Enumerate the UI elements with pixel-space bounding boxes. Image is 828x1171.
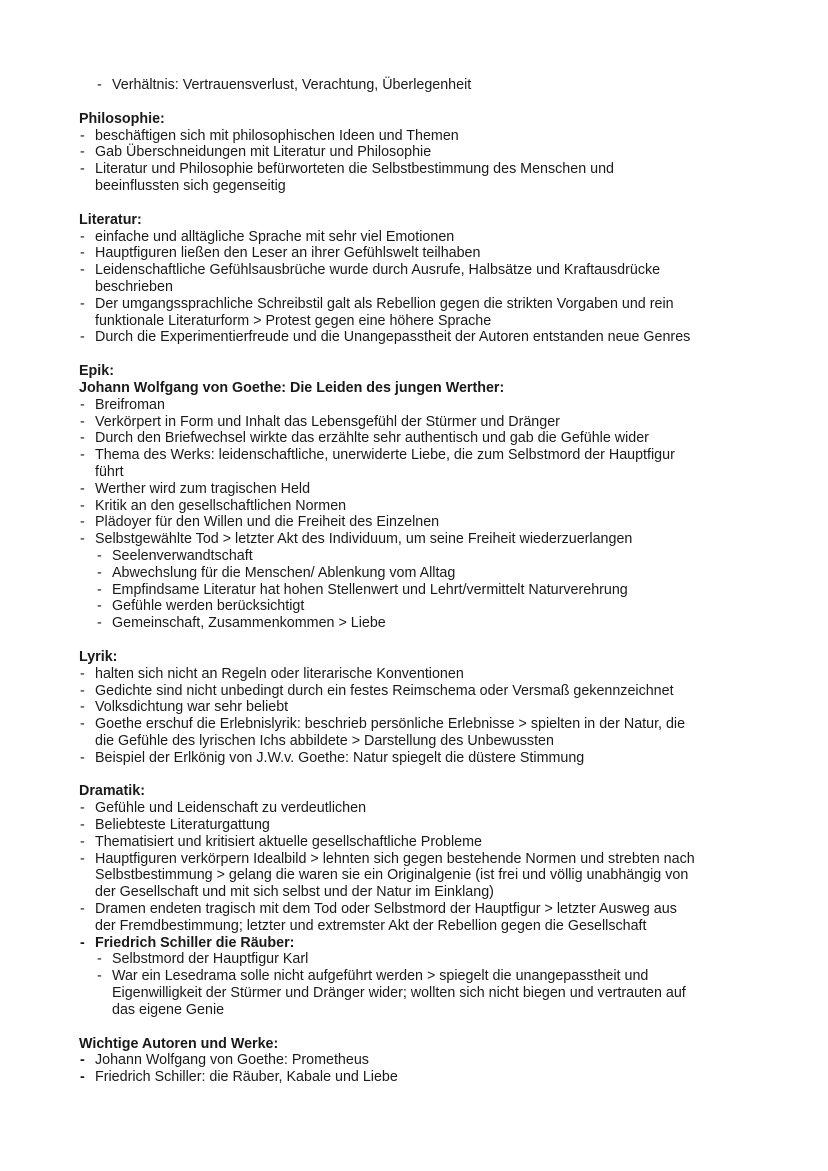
list-item: - Gefühle und Leidenschaft zu verdeutlichen: [80, 800, 367, 817]
list-item: - Der umgangssprachliche Schreibstil galt als Rebellion gegen die strikten Vorgaben und rein: [80, 295, 674, 312]
list-item: - beschäftigen sich mit philosophischen Ideen und Themen: [80, 127, 459, 144]
list-item: - Durch die Experimentierfreude und die Unangepasstheit der Autoren entstanden neue Genres: [80, 329, 691, 346]
list-item: - Breifroman: [80, 396, 165, 413]
list-item: - Literatur und Philosophie befürworteten die Selbstbestimmung des Menschen und: [80, 161, 614, 178]
list-item: - Beliebteste Literaturgattung: [80, 817, 270, 834]
list-item: - Gab Überschneidungen mit Literatur und Philosophie: [80, 144, 432, 161]
sub-list-item: - Gemeinschaft, Zusammenkommen > Liebe: [97, 615, 386, 632]
section-heading-lyrik: Lyrik:: [79, 648, 118, 665]
sub-list-item: - Abwechslung für die Menschen/ Ablenkung vom Alltag: [97, 564, 456, 581]
list-item-continuation: der Gesellschaft und mit sich selbst und der Natur im Einklang): [95, 884, 494, 901]
sub-list-item: - Seelenverwandtschaft: [97, 547, 253, 564]
list-item: - Kritik an den gesellschaftlichen Normen: [80, 497, 347, 514]
document-page: [79, 77, 759, 1086]
list-item: - Goethe erschuf die Erlebnislyrik: beschrieb persönliche Erlebnisse > spielten in der Natur, die: [80, 716, 686, 733]
section-heading-philosophie: Philosophie:: [79, 110, 165, 127]
list-item: - Hauptfiguren verkörpern Idealbild > lehnten sich gegen bestehende Normen und strebten nach: [80, 850, 695, 867]
list-item-continuation: Selbstbestimmung > gelang die waren sie ein Originalgenie (ist frei und völlig unabhängig von: [95, 867, 689, 884]
list-item: - Hauptfiguren ließen den Leser an ihrer Gefühlswelt teilhaben: [80, 245, 481, 262]
section-heading-literatur: Literatur:: [79, 211, 142, 228]
list-item: - Dramen endeten tragisch mit dem Tod oder Selbstmord der Hauptfigur > letzter Ausweg aus: [80, 901, 677, 918]
list-item: - einfache und alltägliche Sprache mit sehr viel Emotionen: [80, 228, 455, 245]
list-item-continuation: funktionale Literaturform > Protest gegen eine höhere Sprache: [95, 312, 492, 329]
list-item: - Friedrich Schiller: die Räuber, Kabale und Liebe: [80, 1069, 398, 1086]
list-item: - Thema des Werks: leidenschaftliche, unerwiderte Liebe, die zum Selbstmord der Hauptfigur: [80, 447, 675, 464]
list-item: - Gedichte sind nicht unbedingt durch ein festes Reimschema oder Versmaß gekennzeichnet: [80, 682, 674, 699]
list-item: - Beispiel der Erlkönig von J.W.v. Goethe: Natur spiegelt die düstere Stimmung: [80, 749, 585, 766]
sub-list-item-continuation: Eigenwilligkeit der Stürmer und Dränger wider; wollten sich nicht biegen und vertrauten auf: [112, 985, 686, 1002]
list-item-continuation: beschrieben: [95, 278, 173, 295]
list-item: - Verhältnis: Vertrauensverlust, Verachtung, Überlegenheit: [97, 77, 472, 93]
sub-list-item: - War ein Lesedrama solle nicht aufgeführt werden > spiegelt die unangepasstheit und: [97, 968, 649, 985]
list-item-continuation: die Gefühle des lyrischen Ichs abbildete > Darstellung des Unbewussten: [95, 732, 554, 749]
list-item: - Plädoyer für den Willen und die Freiheit des Einzelnen: [80, 514, 440, 531]
section-heading-autoren: Wichtige Autoren und Werke:: [79, 1035, 279, 1052]
sub-list-item: - Empfindsame Literatur hat hohen Stellenwert und Lehrt/vermittelt Naturverehrung: [97, 581, 628, 598]
section-subheading-werther: Johann Wolfgang von Goethe: Die Leiden des jungen Werther:: [79, 379, 505, 396]
bullet-dash: -: [97, 77, 102, 93]
section-heading-epik: Epik:: [79, 363, 114, 380]
sub-list-item: - Gefühle werden berücksichtigt: [97, 598, 305, 615]
list-item: - Volksdichtung war sehr beliebt: [80, 699, 289, 716]
list-item: - Verkörpert in Form und Inhalt das Lebensgefühl der Stürmer und Dränger: [80, 413, 560, 430]
sub-list-item: - Selbstmord der Hauptfigur Karl: [97, 951, 309, 968]
list-item: - Selbstgewählte Tod > letzter Akt des Individuum, um seine Freiheit wiederzuerlangen: [80, 531, 633, 548]
list-item-continuation: beeinflussten sich gegenseitig: [95, 177, 286, 194]
list-item: - Werther wird zum tragischen Held: [80, 480, 311, 497]
list-item-continuation: führt: [95, 463, 124, 480]
list-item: - Thematisiert und kritisiert aktuelle gesellschaftliche Probleme: [80, 833, 482, 850]
list-item: - halten sich nicht an Regeln oder literarische Konventionen: [80, 665, 464, 682]
list-item-continuation: der Fremdbestimmung; letzter und extremster Akt der Rebellion gegen die Gesellschaft: [95, 917, 647, 934]
list-item-schiller-raeuber: - Friedrich Schiller die Räuber:: [80, 934, 295, 951]
sub-list-item-continuation: das eigene Genie: [112, 1001, 225, 1018]
list-item: - Durch den Briefwechsel wirkte das erzählte sehr authentisch und gab die Gefühle wider: [80, 430, 649, 447]
section-heading-dramatik: Dramatik:: [79, 783, 145, 800]
list-item: - Johann Wolfgang von Goethe: Prometheus: [80, 1052, 369, 1069]
list-item: - Leidenschaftliche Gefühlsausbrüche wurde durch Ausrufe, Halbsätze und Kraftausdrücke: [80, 262, 661, 279]
